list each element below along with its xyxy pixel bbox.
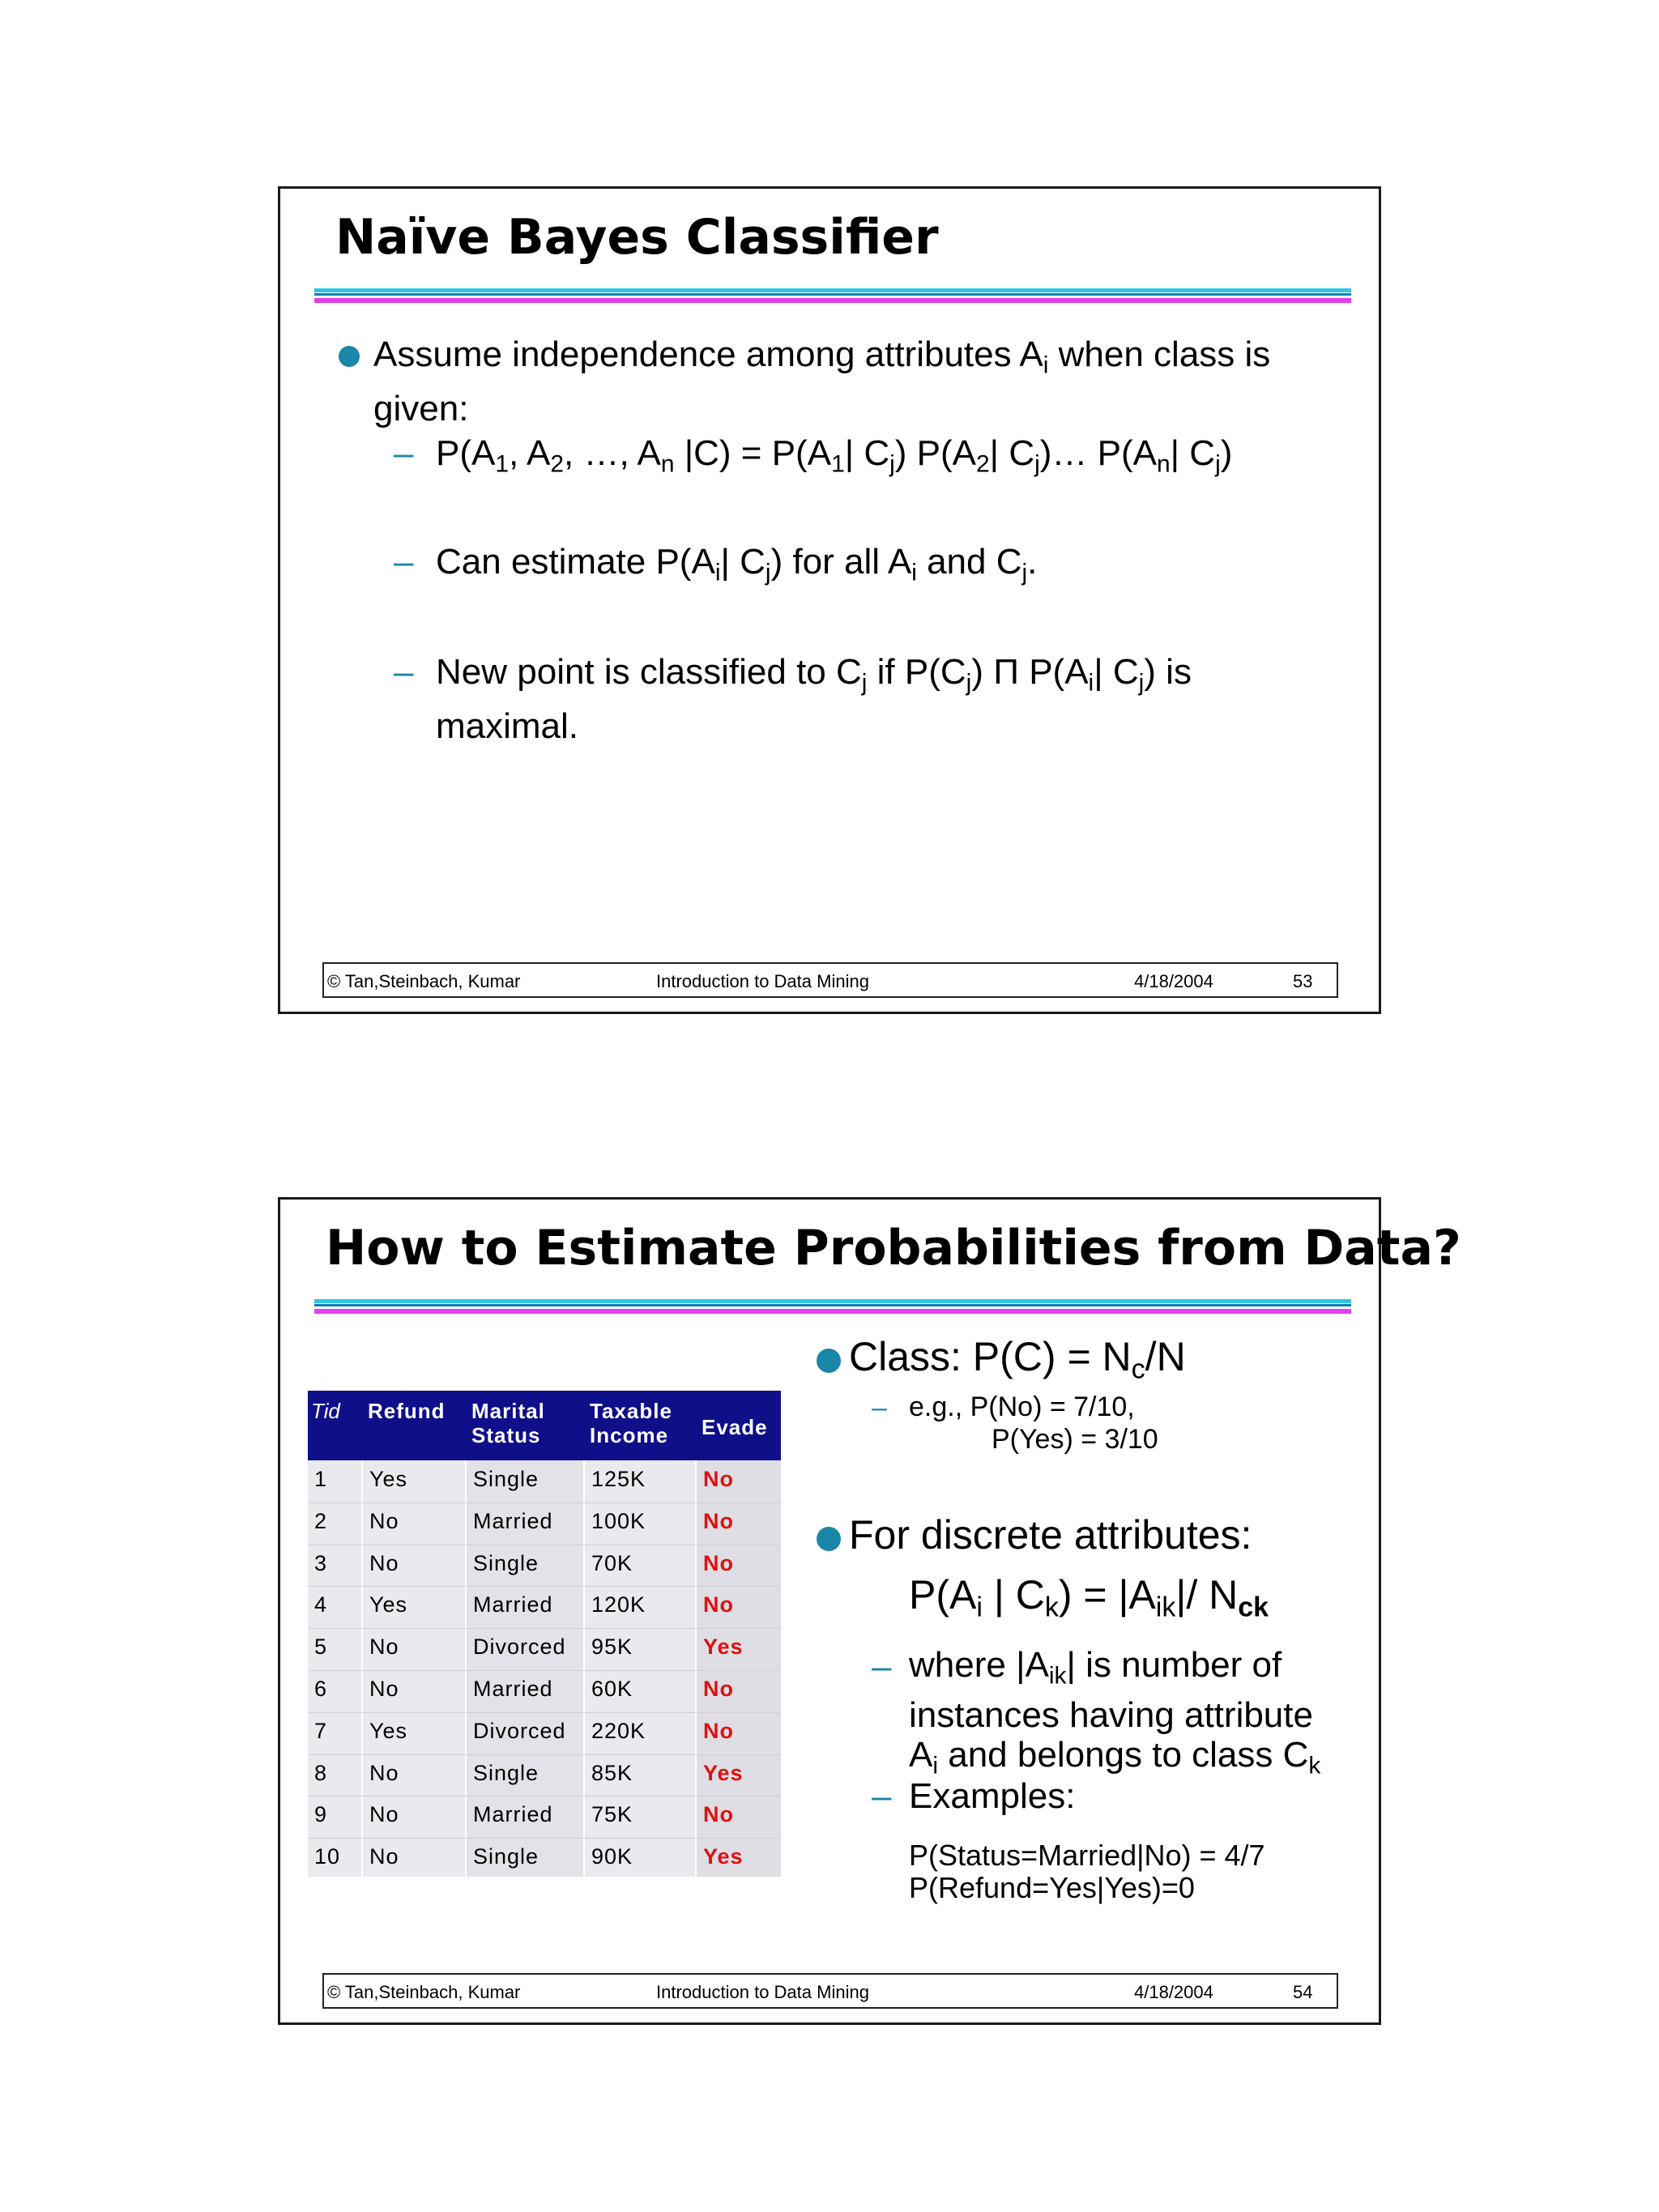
table-cell: Yes — [703, 1760, 744, 1785]
example-class-values: e.g., P(No) = 7/10, P(Yes) = 3/10 — [909, 1392, 1158, 1455]
table-cell: No — [703, 1508, 734, 1533]
slide-footer — [322, 1973, 1338, 2009]
table-cell: Married — [473, 1508, 553, 1533]
table-cell: Yes — [369, 1718, 408, 1743]
table-cell: Single — [473, 1844, 539, 1869]
table-cell: 3 — [314, 1550, 328, 1575]
header-refund: Refund — [368, 1399, 446, 1423]
table-cell: 6 — [314, 1677, 328, 1701]
sub-bullet-formula: $P(A_1$, $A_2$, …, $A_n$ $|C) = P(A_1|$ $C_j$) $P(A_2|$ $C_j)\dots$ $P(A_n|$ $C_j$) — [436, 433, 1233, 478]
table-cell: 60K — [591, 1677, 633, 1701]
table-cell: 70K — [591, 1550, 633, 1575]
title-rule — [314, 1299, 1351, 1314]
table-cell: 7 — [314, 1718, 328, 1743]
table-cell: No — [703, 1467, 734, 1491]
table-cell: 4 — [314, 1592, 328, 1617]
table-cell: No — [703, 1592, 734, 1617]
table-cell: No — [369, 1508, 399, 1533]
dash-icon: – — [872, 1647, 892, 1686]
table-cell: 100K — [591, 1508, 646, 1533]
slide-title: Naïve Bayes Classifier — [335, 209, 939, 266]
dash-icon: – — [394, 652, 414, 692]
table-cell: No — [369, 1844, 399, 1869]
slide-53 — [278, 186, 1381, 1014]
table-cell: 1 — [314, 1467, 328, 1491]
table-cell: No — [369, 1760, 399, 1785]
table-cell: 125K — [591, 1467, 646, 1491]
sub-bullet-classify: New point is classified to $C_j$ if $P(C_j)$ Π $P(A_i|$ $C_j$) is maximal. — [436, 652, 1192, 747]
examples-label: Examples: — [909, 1776, 1076, 1816]
footer-copyright: © Tan,Steinbach, Kumar — [327, 1982, 521, 2002]
bullet-class-prob: Class: $P(C) = N_c/N$ — [849, 1334, 1186, 1385]
dash-icon: – — [394, 542, 414, 582]
slide-54 — [278, 1197, 1461, 2025]
table-cell: 9 — [314, 1802, 328, 1827]
table-cell: Married — [473, 1802, 553, 1827]
table-cell: Yes — [703, 1634, 744, 1660]
table-cell: 120K — [591, 1592, 646, 1617]
table-cell: 8 — [314, 1760, 328, 1785]
footer-course: Introduction to Data Mining — [656, 1982, 869, 2002]
table-cell: 10 — [314, 1844, 341, 1869]
footer-date: 4/18/2004 — [1134, 971, 1213, 991]
dash-icon: – — [872, 1392, 887, 1423]
header-taxable-income: Taxable Income — [590, 1399, 672, 1447]
dash-icon: – — [394, 433, 414, 473]
sub-bullet-estimate: Can estimate $P(A_i|$ $C_j$) for all $A_i$ and $C_j$. — [436, 542, 1038, 586]
header-marital-status: Marital Status — [471, 1399, 545, 1447]
table-cell: 85K — [591, 1760, 633, 1785]
footer-copyright: © Tan,Steinbach, Kumar — [327, 971, 521, 991]
bullet-discrete: For discrete attributes: — [849, 1512, 1252, 1558]
table-cell: Married — [473, 1592, 553, 1617]
table-cell: No — [703, 1677, 734, 1701]
table-cell: Divorced — [473, 1634, 566, 1660]
table-cell: Single — [473, 1467, 539, 1491]
bullet-icon — [817, 1349, 841, 1373]
footer-date: 4/18/2004 — [1134, 1982, 1213, 2002]
table-cell: Single — [473, 1760, 539, 1785]
footer-course: Introduction to Data Mining — [656, 971, 869, 991]
table-cell: Yes — [703, 1844, 744, 1869]
table-cell: No — [369, 1677, 399, 1701]
dash-icon: – — [872, 1776, 892, 1816]
footer-page: 54 — [1293, 1982, 1313, 2002]
table-cell: Divorced — [473, 1718, 566, 1743]
header-tid: Tid — [311, 1399, 340, 1423]
bullet-independence: Assume independence among attributes $A_i$ when class is given: — [373, 335, 1271, 429]
bullet-icon — [817, 1527, 841, 1551]
table-cell: 90K — [591, 1844, 633, 1869]
table-cell: No — [703, 1802, 734, 1827]
table-cell: Yes — [369, 1592, 408, 1617]
table-cell: 2 — [314, 1508, 328, 1533]
table-cell: No — [369, 1634, 399, 1660]
table-cell: No — [369, 1802, 399, 1827]
slide-footer — [322, 962, 1338, 998]
discrete-formula: $P(A_i$ | $C_k) = |A_{ik}|/$ $N_{ck}$ — [909, 1572, 1269, 1623]
table-cell: Married — [473, 1677, 553, 1701]
table-cell: No — [369, 1550, 399, 1575]
table-cell: 5 — [314, 1634, 328, 1660]
bullet-icon — [339, 346, 360, 367]
table-cell: Yes — [369, 1467, 408, 1491]
table-cell: 75K — [591, 1802, 633, 1827]
slide-title: How to Estimate Probabilities from Data? — [326, 1220, 1461, 1276]
examples-list: P(Status=Married|No) = 4/7 P(Refund=Yes|Yes)=0 — [909, 1839, 1265, 1904]
footer-page: 53 — [1293, 971, 1313, 991]
header-evade: Evade — [702, 1415, 768, 1439]
title-rule — [314, 288, 1351, 303]
table-cell: No — [703, 1718, 734, 1743]
table-cell: No — [703, 1550, 734, 1575]
table-cell: Single — [473, 1550, 539, 1575]
where-description: where $|A_{ik}|$ is number of instances having attribute $A_i$ and belongs to class $C_k$ — [909, 1645, 1321, 1779]
table-cell: 220K — [591, 1718, 646, 1743]
table-cell: 95K — [591, 1634, 633, 1660]
